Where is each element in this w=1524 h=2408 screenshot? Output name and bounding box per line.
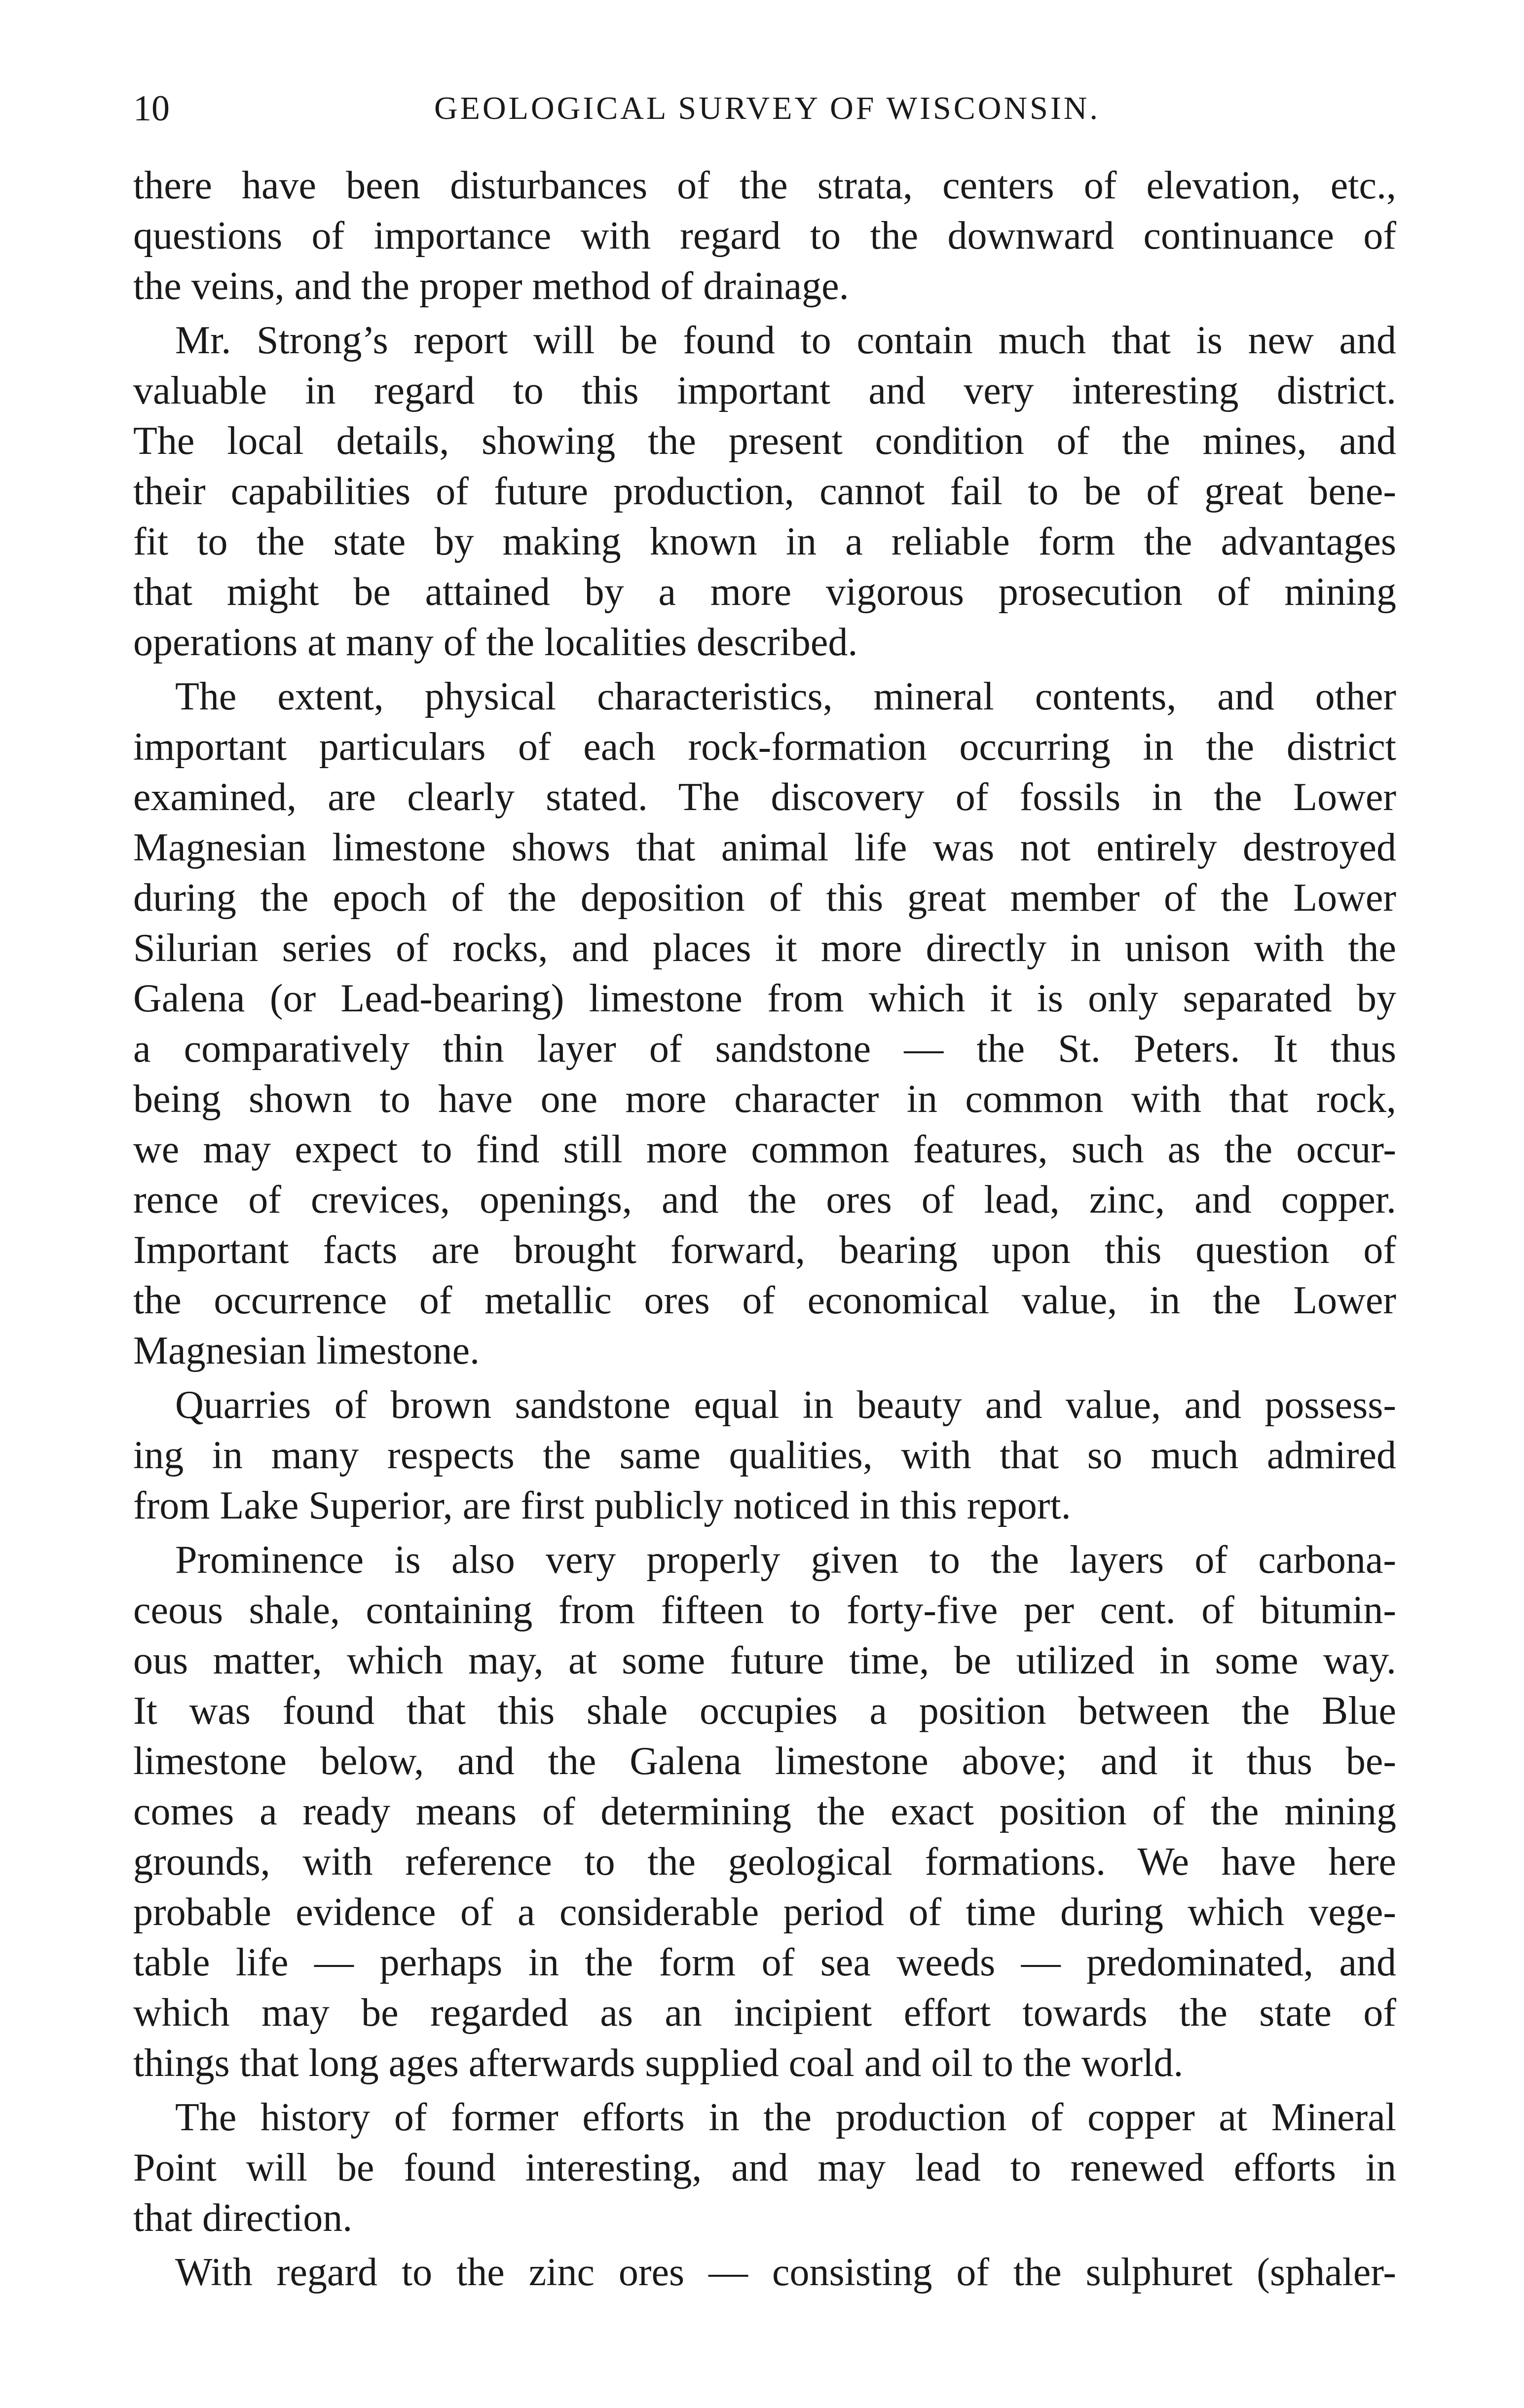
text-line: Point will be found interesting, and may lead to renewed efforts in bbox=[133, 2146, 1396, 2189]
text-line: important particulars of each rock-formation occurring in the district bbox=[133, 725, 1396, 769]
paragraph-gap bbox=[133, 667, 1396, 671]
text-line: comes a ready means of determining the exact position of the mining bbox=[133, 1790, 1396, 1833]
text-line: rence of crevices, openings, and the ores of lead, zinc, and copper. bbox=[133, 1178, 1396, 1222]
paragraph-gap bbox=[133, 2088, 1396, 2092]
paragraph-gap bbox=[133, 1531, 1396, 1535]
text-line: The history of former efforts in the production of copper at Mineral bbox=[175, 2096, 1396, 2139]
text-line: limestone below, and the Galena limestone above; and it thus be- bbox=[133, 1740, 1396, 1783]
text-line: Galena (or Lead-bearing) limestone from which it is only separated by bbox=[133, 977, 1396, 1020]
paragraph bbox=[133, 315, 1396, 667]
text-line: there have been disturbances of the strata, centers of elevation, etc., bbox=[133, 164, 1396, 207]
running-title: GEOLOGICAL SURVEY OF WISCONSIN. bbox=[434, 90, 1100, 126]
text-line: fit to the state by making known in a reliable form the advantages bbox=[133, 520, 1396, 563]
text-line: ous matter, which may, at some future time, be utilized in some way. bbox=[133, 1639, 1396, 1682]
text-line: the occurrence of metallic ores of economical value, in the Lower bbox=[133, 1279, 1396, 1322]
text-line: Silurian series of rocks, and places it more directly in unison with the bbox=[133, 926, 1396, 970]
paragraph-gap bbox=[133, 311, 1396, 315]
text-line: ceous shale, containing from fifteen to forty-five per cent. of bitumin- bbox=[133, 1589, 1396, 1632]
paragraph bbox=[133, 1535, 1396, 2088]
text-line: we may expect to find still more common features, such as the occur- bbox=[133, 1128, 1396, 1171]
text-line: probable evidence of a considerable period of time during which vege- bbox=[133, 1890, 1396, 1934]
text-line: examined, are clearly stated. The discovery of fossils in the Lower bbox=[133, 776, 1396, 819]
text-line: being shown to have one more character in common with that rock, bbox=[133, 1077, 1396, 1121]
body-text bbox=[133, 160, 1396, 2297]
text-line: questions of importance with regard to the downward continuance of bbox=[133, 214, 1396, 258]
paragraph bbox=[133, 1380, 1396, 1531]
text-line: ing in many respects the same qualities, with that so much admired bbox=[133, 1434, 1396, 1477]
page-number: 10 bbox=[133, 88, 170, 129]
text-line: The local details, showing the present condition of the mines, and bbox=[133, 419, 1396, 463]
text-line: valuable in regard to this important and very interesting district. bbox=[133, 369, 1396, 412]
text-line: a comparatively thin layer of sandstone — the St. Peters. It thus bbox=[133, 1027, 1396, 1071]
running-head bbox=[133, 81, 1396, 136]
text-line: Magnesian limestone shows that animal life was not entirely destroyed bbox=[133, 826, 1396, 869]
paragraph bbox=[133, 2092, 1396, 2243]
text-line: Prominence is also very properly given to the layers of carbona- bbox=[175, 1538, 1396, 1582]
text-line: It was found that this shale occupies a position between the Blue bbox=[133, 1689, 1396, 1733]
text-line: that direction. bbox=[133, 2196, 353, 2240]
text-line: With regard to the zinc ores — consisting of the sulphuret (sphaler- bbox=[175, 2251, 1396, 2294]
text-line: which may be regarded as an incipient effort towards the state of bbox=[133, 1991, 1396, 2035]
text-line: Important facts are brought forward, bearing upon this question of bbox=[133, 1228, 1396, 1272]
text-line: Quarries of brown sandstone equal in beauty and value, and possess- bbox=[175, 1383, 1396, 1427]
text-line: operations at many of the localities described. bbox=[133, 621, 858, 664]
text-line: that might be attained by a more vigorous prosecution of mining bbox=[133, 570, 1396, 614]
text-line: grounds, with reference to the geological formations. We have here bbox=[133, 1840, 1396, 1884]
text-line: things that long ages afterwards supplied coal and oil to the world. bbox=[133, 2041, 1184, 2085]
text-line: The extent, physical characteristics, mineral contents, and other bbox=[175, 675, 1396, 718]
text-line: table life — perhaps in the form of sea weeds — predominated, and bbox=[133, 1941, 1396, 1984]
text-line: the veins, and the proper method of drainage. bbox=[133, 264, 849, 308]
text-line: from Lake Superior, are first publicly noticed in this report. bbox=[133, 1484, 1071, 1527]
paragraph-gap bbox=[133, 2243, 1396, 2247]
text-line: their capabilities of future production, cannot fail to be of great bene- bbox=[133, 470, 1396, 513]
paragraph-gap bbox=[133, 1376, 1396, 1380]
text-line: Magnesian limestone. bbox=[133, 1329, 480, 1372]
text-line: Mr. Strong’s report will be found to contain much that is new and bbox=[175, 319, 1396, 362]
paragraph bbox=[133, 2247, 1396, 2297]
paragraph bbox=[133, 160, 1396, 311]
paragraph bbox=[133, 671, 1396, 1376]
text-line: during the epoch of the deposition of this great member of the Lower bbox=[133, 876, 1396, 920]
